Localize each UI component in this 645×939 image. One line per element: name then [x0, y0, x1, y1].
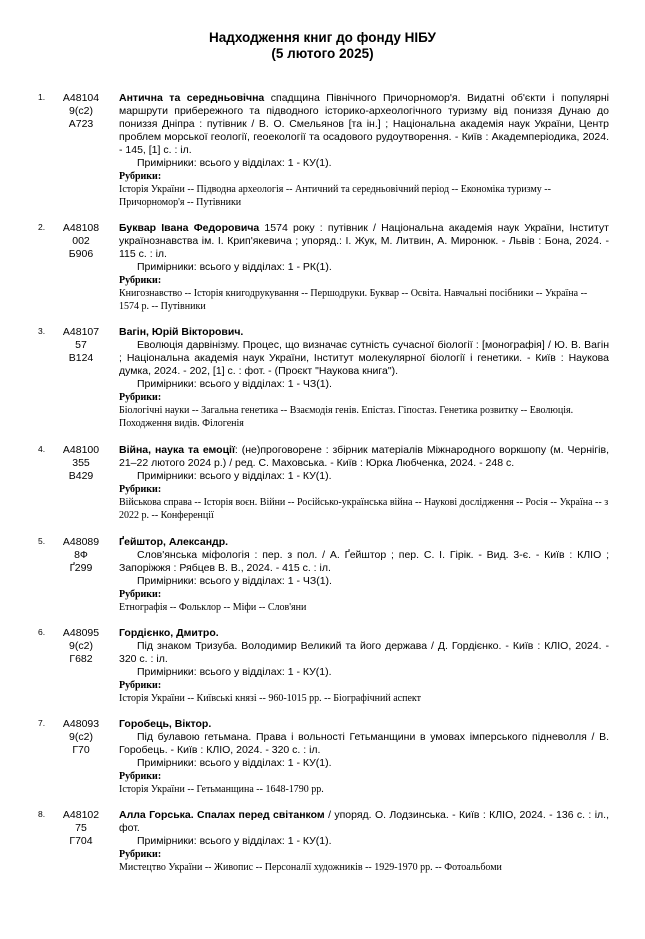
- entry-description: 1574 року : путівник / Національна академія наук України, Інститут українознавства ім. І. Крип'якевича ; упоряд.: І. Жук, М. Литвин, А. Миронюк. - Львів : Бона, 2024. - 115 с. : іл.: [119, 222, 609, 260]
- accession-number: А48107: [62, 326, 100, 338]
- entry-description: : (не)проговорене : збірник матеріалів Міжнародного воркшопу (м. Чернігів, 21–22 лютого 2024 р.) / ред. С. Маховська. - Київ : Юрка Любченка, 2024. - 248 с.: [119, 444, 609, 469]
- accession-number: А48093: [62, 718, 100, 730]
- entry-description: / упоряд. О. Лодзинська. - Київ : КЛІО, 2024. - 136 с. : іл., фот.: [119, 809, 610, 834]
- author-mark: Г704: [69, 835, 93, 847]
- entry-number: 7.: [38, 718, 46, 728]
- classification-code: 9(с2): [69, 640, 93, 652]
- rubrics-label: Рубрики:: [119, 484, 162, 495]
- holdings: Примірники: всього у відділах: 1 - КУ(1).: [137, 157, 332, 169]
- entry-author: Вагін, Юрій Вікторович.: [119, 326, 244, 338]
- rubrics: Військова справа -- Історія воєн. Війни -- Російсько-українська війна -- Наукові дослідження -- Росія -- Україна -- з 2022 р. -- Конференції: [119, 497, 609, 521]
- shelf-mark: [52, 444, 110, 483]
- author-mark: В429: [68, 470, 94, 482]
- classification-code: 355: [72, 457, 90, 469]
- page-date: (5 лютого 2025): [271, 46, 374, 61]
- entry-description: Під знаком Тризуба. Володимир Великий та його держава / Д. Гордієнко. - Київ : КЛІО, 2024. - 320 с. : іл.: [119, 640, 609, 665]
- holdings: Примірники: всього у відділах: 1 - ЧЗ(1).: [137, 378, 332, 390]
- classification-code: 57: [75, 339, 87, 351]
- entry-description: Еволюція дарвінізму. Процес, що визначає сутність сучасної біології : [монографія] / Ю. В. Вагін ; Національна академія наук України, Інститут молекулярної біології і генетики. - Київ : Наукова думка, 2024. - 202, [1] с. : фот. - (Проєкт "Наукова книга").: [119, 339, 609, 377]
- entry-number: 8.: [38, 809, 46, 819]
- rubrics: Історія України -- Київські князі -- 960-1015 рр. -- Біографічний аспект: [119, 693, 421, 704]
- classification-code: 9(с2): [69, 105, 93, 117]
- rubrics: Біологічні науки -- Загальна генетика -- Взаємодія генів. Епістаз. Гіпостаз. Генетика розвитку -- Еволюція. Походження видів. Філогенія: [119, 405, 574, 429]
- entry-body: [119, 326, 609, 430]
- accession-number: А48095: [62, 627, 100, 639]
- entry-body: [119, 444, 609, 522]
- entry-body: [119, 536, 609, 614]
- rubrics: Етнографія -- Фольклор -- Міфи -- Слов'яни: [119, 602, 307, 613]
- rubrics-label: Рубрики:: [119, 849, 162, 860]
- author-mark: В124: [68, 352, 94, 364]
- rubrics-label: Рубрики:: [119, 589, 162, 600]
- rubrics: Історія України -- Гетьманщина -- 1648-1790 рр.: [119, 784, 324, 795]
- accession-number: А48102: [62, 809, 100, 821]
- entry-number: 2.: [38, 222, 46, 232]
- entry-heading: Буквар Івана Федоровича: [119, 222, 260, 234]
- accession-number: А48104: [62, 92, 100, 104]
- holdings: Примірники: всього у відділах: 1 - ЧЗ(1).: [137, 575, 332, 587]
- accession-number: А48108: [62, 222, 100, 234]
- author-mark: Ґ299: [69, 562, 93, 574]
- entry-body: [119, 718, 609, 796]
- entry-body: [119, 92, 609, 209]
- rubrics-label: Рубрики:: [119, 392, 162, 403]
- entry-body: [119, 809, 609, 874]
- entry-number: 4.: [38, 444, 46, 454]
- holdings: Примірники: всього у відділах: 1 - КУ(1).: [137, 470, 332, 482]
- entry-body: [119, 222, 609, 313]
- holdings: Примірники: всього у відділах: 1 - КУ(1).: [137, 835, 332, 847]
- page-title: Надходження книг до фонду НІБУ: [209, 30, 436, 45]
- holdings: Примірники: всього у відділах: 1 - КУ(1).: [137, 666, 332, 678]
- entry-heading: Алла Горська. Спалах перед світанком: [119, 809, 325, 821]
- entry-author: Ґейштор, Александр.: [119, 536, 229, 548]
- accession-number: А48089: [62, 536, 100, 548]
- classification-code: 8Ф: [74, 549, 88, 561]
- rubrics-label: Рубрики:: [119, 680, 162, 691]
- rubrics: Книгознавство -- Історія книгодрукування -- Першодруки. Буквар -- Освіта. Навчальні посібники -- Україна -- 1574 р. -- Путівники: [119, 288, 588, 312]
- rubrics: Мистецтво України -- Живопис -- Персоналії художників -- 1929-1970 рр. -- Фотоальбоми: [119, 862, 502, 873]
- holdings: Примірники: всього у відділах: 1 - РК(1).: [137, 261, 332, 273]
- entry-author: Гордієнко, Дмитро.: [119, 627, 219, 639]
- rubrics-label: Рубрики:: [119, 771, 162, 782]
- shelf-mark: [52, 92, 110, 131]
- entry-body: [119, 627, 609, 705]
- shelf-mark: [52, 809, 110, 848]
- entry-description: Слов'янська міфологія : пер. з пол. / А. Ґейштор ; пер. С. І. Гірік. - Вид. 3-є. - Київ : КЛІО ; Запоріжжя : Рябцев В. В., 2024. - 415 с. : іл.: [119, 549, 609, 574]
- rubrics: Історія України -- Підводна археологія -- Античний та середньовічний період -- Економіка туризму -- Причорномор'я -- Путівники: [119, 184, 551, 208]
- shelf-mark: [52, 222, 110, 261]
- shelf-mark: [52, 718, 110, 757]
- entry-description: Під булавою гетьмана. Права і вольності Гетьманщини в умовах імперського підневолля / В. Горобець. - Київ : КЛІО, 2024. - 320 с. : іл.: [119, 731, 609, 756]
- entry-description: спадщина Північного Причорномор'я. Видатні об'єкти і популярні маршрути прибережного та підводного історико-археологічного туризму від пониззя Дунаю до пониззя Дніпра : путівник / В. О. Смельянов [та ін.] ; Національна академія наук України, Центр проблем морської геології, геоекології та осадового рудоутворення. - Київ : Академперіодика, 2024. - 145, [1] с. : іл.: [119, 92, 609, 156]
- holdings: Примірники: всього у відділах: 1 - КУ(1).: [137, 757, 332, 769]
- entry-number: 6.: [38, 627, 46, 637]
- classification-code: 75: [75, 822, 87, 834]
- entry-number: 5.: [38, 536, 46, 546]
- shelf-mark: [52, 536, 110, 575]
- author-mark: А723: [68, 118, 94, 130]
- author-mark: Г682: [69, 653, 93, 665]
- classification-code: 002: [72, 235, 90, 247]
- accession-number: А48100: [62, 444, 100, 456]
- rubrics-label: Рубрики:: [119, 171, 162, 182]
- author-mark: Г70: [72, 744, 90, 756]
- author-mark: Б906: [68, 248, 94, 260]
- classification-code: 9(с2): [69, 731, 93, 743]
- shelf-mark: [52, 326, 110, 365]
- entry-heading: Антична та середньовічна: [119, 92, 265, 104]
- entry-number: 1.: [38, 92, 46, 102]
- entry-heading: Війна, наука та емоції: [119, 444, 235, 456]
- shelf-mark: [52, 627, 110, 666]
- rubrics-label: Рубрики:: [119, 275, 162, 286]
- entry-author: Горобець, Віктор.: [119, 718, 212, 730]
- entry-number: 3.: [38, 326, 46, 336]
